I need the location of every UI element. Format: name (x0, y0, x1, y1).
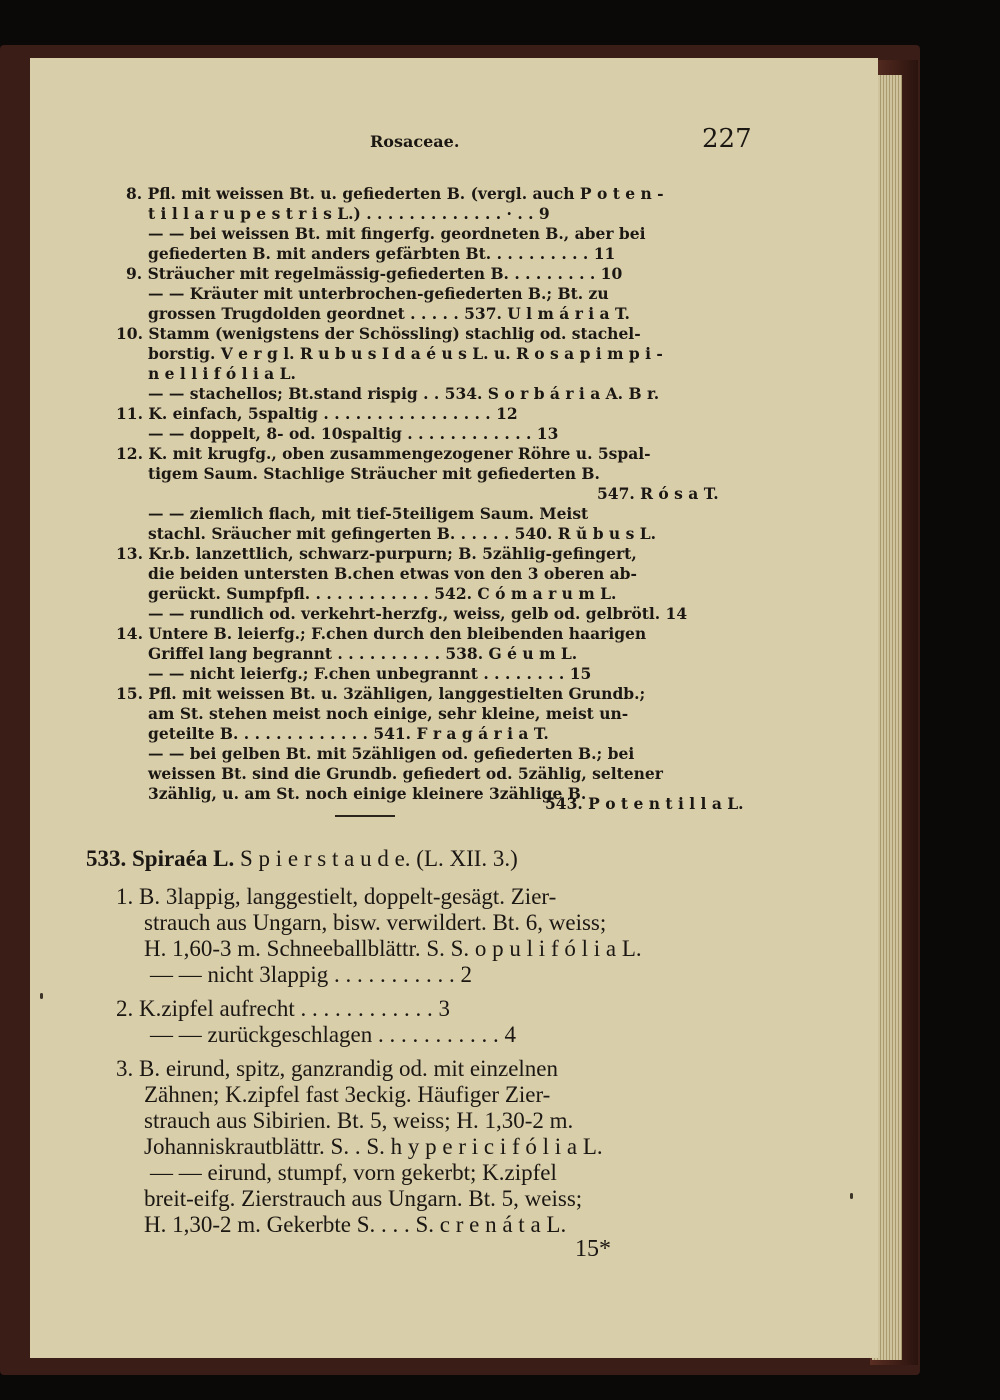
genus-key-line: Zähnen; K.zipfel fast 3eckig. Häufiger Zier- (144, 1082, 551, 1107)
key-line: weissen Bt. sind die Grundb. gefiedert od. 5zählig, seltener (148, 764, 663, 783)
genus-key-line: — — eirund, stumpf, vorn gekerbt; K.zipfel (150, 1160, 557, 1185)
genus-key-line: 3. B. eirund, spitz, ganzrandig od. mit einzelnen (116, 1056, 558, 1081)
key-line: 12. K. mit krugfg., oben zusammengezogener Röhre u. 5spal- (116, 444, 651, 463)
key-line: 14. Untere B. leierfg.; F.chen durch den bleibenden haarigen (116, 624, 647, 643)
key-line: gerückt. Sumpfpfl. . . . . . . . . . . . 542. C ó m a r u m L. (148, 584, 617, 603)
key-line: n e l l i f ó l i a L. (148, 364, 296, 383)
paper-speck (40, 993, 43, 999)
key-line: grossen Trugdolden geordnet . . . . . 537. U l m á r i a T. (148, 304, 630, 323)
page-number: 227 (702, 124, 752, 154)
key-line: borstig. V e r g l. R u b u s I d a é u s L. u. R o s a p i m p i - (148, 344, 663, 363)
key-line: die beiden untersten B.chen etwas von den 3 oberen ab- (148, 564, 637, 583)
genus-key-line: strauch aus Sibirien. Bt. 5, weiss; H. 1,30-2 m. (144, 1108, 574, 1133)
genus-key-line: Johanniskrautblättr. S. . S. h y p e r i c i f ó l i a L. (144, 1134, 603, 1159)
key-line: geteilte B. . . . . . . . . . . . . 541. F r a g á r i a T. (148, 724, 549, 743)
key-line: 13. Kr.b. lanzettlich, schwarz-purpurn; B. 5zählig-gefingert, (116, 544, 637, 563)
section-rule (335, 815, 395, 817)
key-line: — — ziemlich flach, mit tief-5teiligem Saum. Meist (148, 504, 589, 523)
page-content (30, 58, 878, 1358)
genus-key-line: H. 1,30-2 m. Gekerbte S. . . . S. c r e n á t a L. (144, 1212, 567, 1237)
signature-mark: 15* (575, 1236, 611, 1262)
key-line: 10. Stamm (wenigstens der Schössling) stachlig od. stachel- (116, 324, 641, 343)
key-line: — — stachellos; Bt.stand rispig . . 534. S o r b á r i a A. B r. (148, 384, 660, 403)
key-line: — — doppelt, 8- od. 10spaltig . . . . . . . . . . . . 13 (148, 424, 559, 443)
key-line: stachl. Sräucher mit gefingerten B. . . . . . 540. R ŭ b u s L. (148, 524, 657, 543)
genus-key-line: — — nicht 3lappig . . . . . . . . . . . 2 (150, 962, 472, 987)
paper-speck (850, 1193, 853, 1199)
genus-number: 533. (86, 846, 127, 871)
key-line: — — nicht leierfg.; F.chen unbegrannt . . . . . . . . 15 (148, 664, 592, 683)
key-line: — — Kräuter mit unterbrochen-gefiederten B.; Bt. zu (148, 284, 609, 303)
key-line: 543. P o t e n t i l l a L. (545, 794, 744, 813)
key-line: — — bei weissen Bt. mit fingerfg. geordneten B., aber bei (148, 224, 646, 243)
key-line: 8. Pfl. mit weissen Bt. u. gefiederten B. (vergl. auch P o t e n - (126, 184, 664, 203)
key-line: 3zählig, u. am St. noch einige kleinere 3zählige B. (148, 784, 587, 803)
key-line: — — rundlich od. verkehrt-herzfg., weiss, gelb od. gelbrötl. 14 (148, 604, 688, 623)
genus-key-line: 1. B. 3lappig, langgestielt, doppelt-gesägt. Zier- (116, 884, 557, 909)
genus-key-line: breit-eifg. Zierstrauch aus Ungarn. Bt. 5, weiss; (144, 1186, 583, 1211)
key-line: 9. Sträucher mit regelmässig-gefiederten B. . . . . . . . . 10 (126, 264, 623, 283)
book-page (30, 58, 878, 1358)
key-line: gefiederten B. mit anders gefärbten Bt. . . . . . . . . . 11 (148, 244, 616, 263)
key-line: am St. stehen meist noch einige, sehr kleine, meist un- (148, 704, 629, 723)
genus-heading (86, 846, 518, 872)
genus-common-name: S p i e r s t a u d e. (239, 846, 411, 871)
genus-key-line: 2. K.zipfel aufrecht . . . . . . . . . . . . 3 (116, 996, 451, 1021)
key-line: tigem Saum. Stachlige Sträucher mit gefiederten B. (148, 464, 600, 483)
running-head-title: Rosaceae. (370, 132, 460, 151)
key-line: t i l l a r u p e s t r i s L.) . . . . . . . . . . . . . · . . 9 (148, 204, 550, 223)
genus-key-line: — — zurückgeschlagen . . . . . . . . . . . 4 (150, 1022, 517, 1047)
key-line: — — bei gelben Bt. mit 5zähligen od. gefiederten B.; bei (148, 744, 635, 763)
key-line: 547. R ó s a T. (597, 484, 719, 503)
genus-key-line: H. 1,60-3 m. Schneeballblättr. S. S. o p u l i f ó l i a L. (144, 936, 642, 961)
linnaean-class: (L. XII. 3.) (416, 846, 518, 871)
key-line: Griffel lang begrannt . . . . . . . . . . 538. G é u m L. (148, 644, 578, 663)
key-line: 11. K. einfach, 5spaltig . . . . . . . . . . . . . . . . 12 (116, 404, 518, 423)
key-line: 15. Pfl. mit weissen Bt. u. 3zähligen, langgestielten Grundb.; (116, 684, 646, 703)
genus-name: Spiraéa L. (132, 846, 235, 871)
genus-key-line: strauch aus Ungarn, bisw. verwildert. Bt. 6, weiss; (144, 910, 607, 935)
